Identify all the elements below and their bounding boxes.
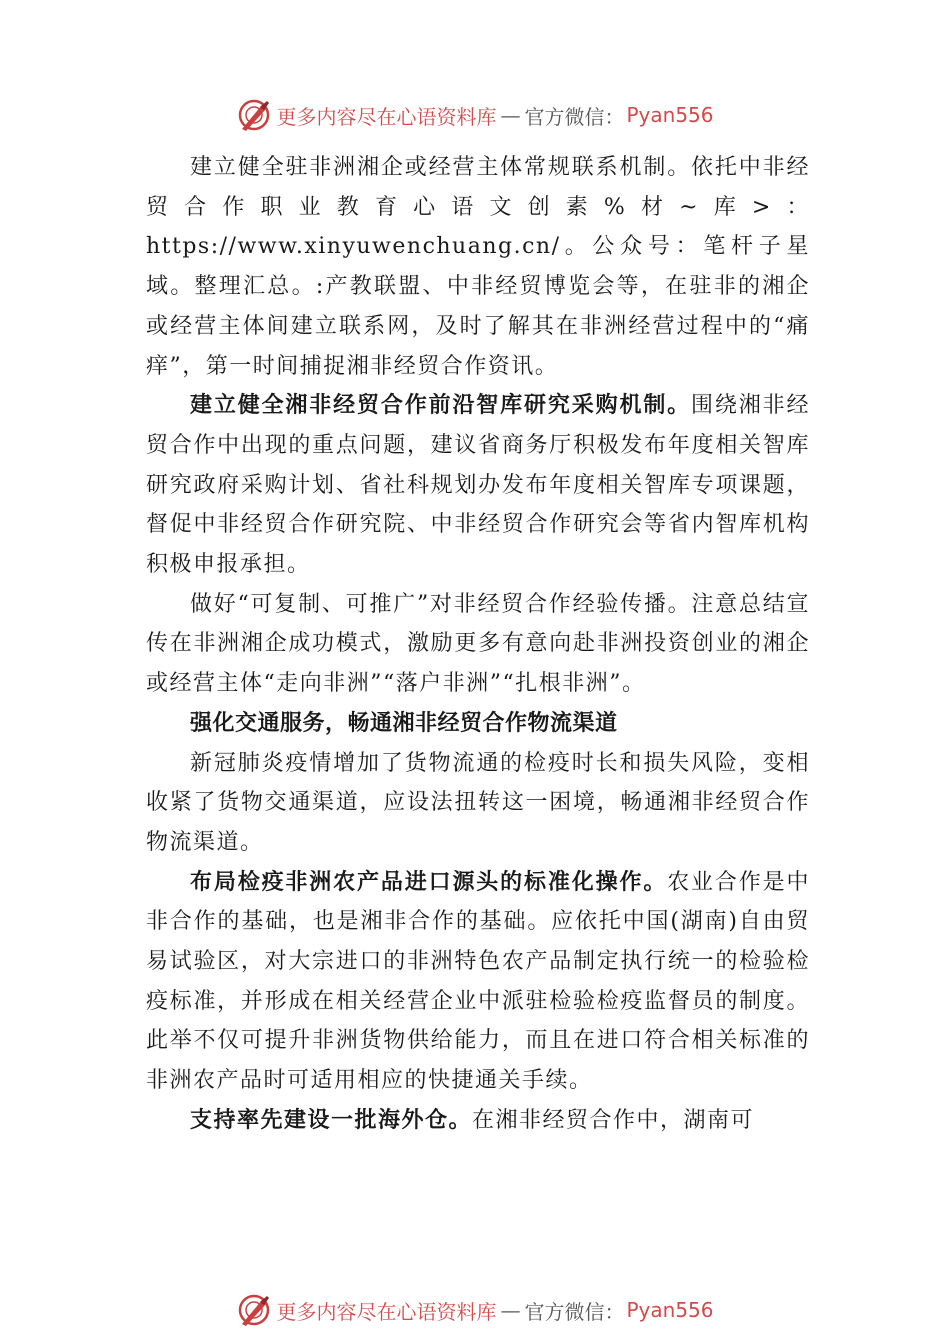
pen-logo-icon xyxy=(236,1292,272,1328)
header-banner xyxy=(0,95,950,135)
paragraph: 建立健全驻非洲湘企或经营主体常规联系机制。依托中非经贸合作职业教育心语文创素%材~库>：https://www.xinyuwenchuang.cn/。公众号：笔杆子星域。整理汇总。:产教联盟、中非经贸博览会等，在驻非的湘企或经营主体间建立联系网，及时了解其在非洲经营过程中的“痛痒”，第一时间捕捉湘非经贸合作资讯。 xyxy=(146,155,810,379)
paragraph-lead: 布局检疫非洲农产品进口源头的标准化操作。 xyxy=(190,868,668,895)
banner-separator: — xyxy=(500,103,521,127)
banner-text: 更多内容尽在心语资料库 xyxy=(276,1299,497,1324)
footer-banner xyxy=(0,1290,950,1330)
paragraph: 做好“可复制、可推广”对非经贸合作经验传播。注意总结宣传在非洲湘企成功模式，激励更多有意向赴非洲投资创业的湘企或经营主体“走向非洲”“落户非洲”“扎根非洲”。 xyxy=(146,591,810,697)
section-heading: 强化交通服务，畅通湘非经贸合作物流渠道 xyxy=(190,710,618,736)
banner-text: 更多内容尽在心语资料库 xyxy=(276,104,497,129)
banner-wechat-label: 官方微信： xyxy=(524,104,625,129)
banner-wechat-label: 官方微信： xyxy=(524,1299,625,1324)
banner-wechat-id: Pyan556 xyxy=(626,103,714,127)
paragraph-lead: 建立健全湘非经贸合作前沿智库研究采购机制。 xyxy=(190,392,692,419)
banner-separator: — xyxy=(500,1298,521,1322)
paragraph: 新冠肺炎疫情增加了货物流通的检疫时长和损失风险，变相收紧了货物交通渠道，应设法扭转这一困境，畅通湘非经贸合作物流渠道。 xyxy=(146,750,810,855)
paragraph: 布局检疫非洲农产品进口源头的标准化操作。农业合作是中非合作的基础，也是湘非合作的基础。应依托中国(湖南)自由贸易试验区，对大宗进口的非洲特色农产品制定执行统一的检验检疫标准，并形成在相关经营企业中派驻检验检疫监督员的制度。此举不仅可提升非洲货物供给能力，而且在进口符合相关标准的非洲农产品时可适用相应的快捷通关手续。 xyxy=(146,868,810,1094)
document-body xyxy=(146,148,810,1141)
paragraph-lead: 支持率先建设一批海外仓。 xyxy=(190,1106,473,1133)
paragraph: 支持率先建设一批海外仓。在湘非经贸合作中，湖南可 xyxy=(190,1106,755,1133)
banner-wechat-id: Pyan556 xyxy=(626,1298,714,1322)
pen-logo-icon xyxy=(236,97,272,133)
paragraph: 建立健全湘非经贸合作前沿智库研究采购机制。围绕湘非经贸合作中出现的重点问题，建议省商务厅积极发布年度相关智库研究政府采购计划、省社科规划办发布年度相关智库专项课题，督促中非经贸合作研究院、中非经贸合作研究会等省内智库机构积极申报承担。 xyxy=(146,392,810,578)
